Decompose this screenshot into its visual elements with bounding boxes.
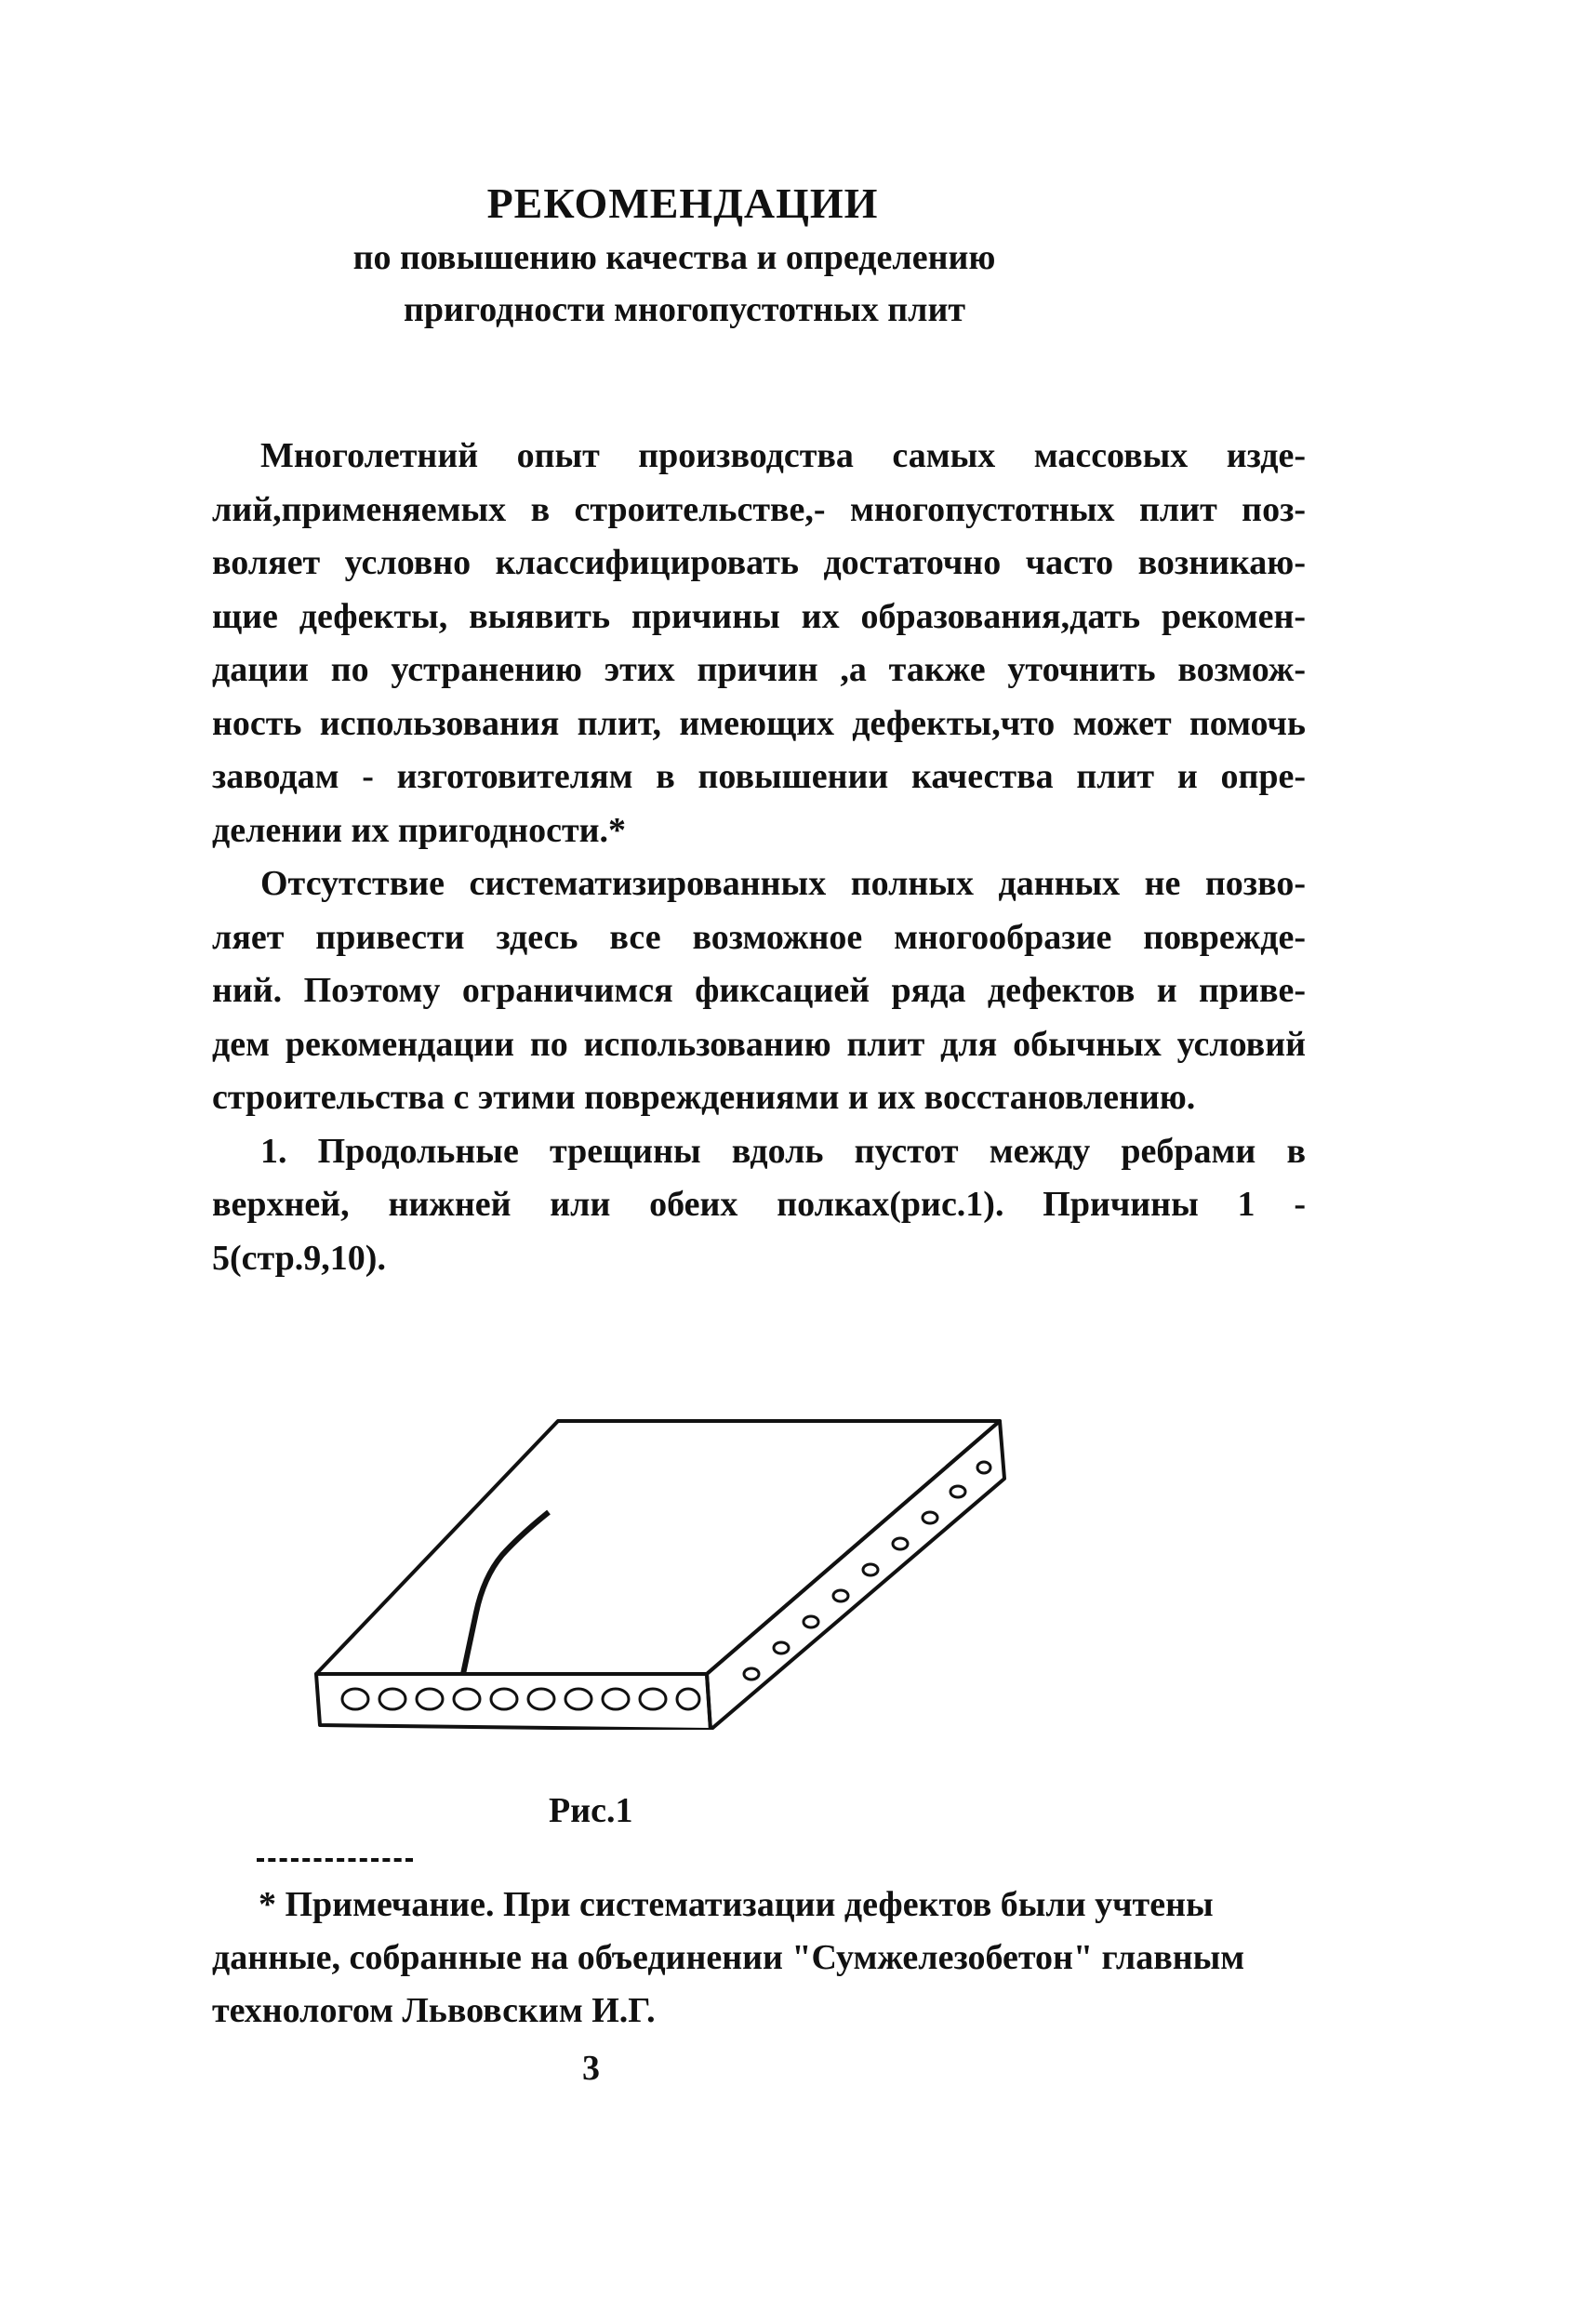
page-number: 3 xyxy=(582,2049,600,2088)
paragraph-1-line-3: воляет условно классифицировать достаточно часто возникаю- xyxy=(212,543,1306,582)
footnote xyxy=(212,1879,1306,2038)
footnote-line-2: данные, собранные на объединении "Сумжелезобетон" главным xyxy=(212,1938,1245,1977)
paragraph-3-line-3: 5(стр.9,10). xyxy=(212,1238,386,1278)
paragraph-1-line-5: дации по устранению этих причин ,а также уточнить возмож- xyxy=(212,650,1306,689)
slab-side-face xyxy=(707,1421,1004,1730)
paragraph-1-line-2: лий,применяемых в строительстве,- многопустотных плит поз- xyxy=(212,489,1306,529)
slab-front-face xyxy=(316,1674,711,1730)
paragraph-2-line-1: Отсутствие систематизированных полных данных не позво- xyxy=(260,864,1306,903)
footnote-line-1: * Примечание. При систематизации дефектов были учтены xyxy=(259,1885,1214,1924)
paragraph-2-line-2: ляет привести здесь все возможное многообразие поврежде- xyxy=(212,917,1306,957)
body-text xyxy=(212,430,1306,1285)
page-subtitle-line-2: пригодности многопустотных плит xyxy=(403,290,966,329)
footnote-separator xyxy=(257,1858,413,1862)
page-subtitle-line-1: по повышению качества и определению xyxy=(352,238,996,277)
paragraph-2-line-3: ний. Поэтому ограничимся фиксацией ряда дефектов и приве- xyxy=(212,971,1306,1010)
paragraph-1-line-7: заводам - изготовителям в повышении качества плит и опре- xyxy=(212,757,1306,796)
paragraph-3-line-1: 1. Продольные трещины вдоль пустот между ребрами в xyxy=(260,1131,1306,1171)
page-title: РЕКОМЕНДАЦИИ xyxy=(486,179,879,227)
hollow-core-slab-crack-icon xyxy=(307,1395,1051,1730)
title-block xyxy=(0,179,1348,330)
paragraph-1-line-6: ность использования плит, имеющих дефекты,что может помочь xyxy=(212,703,1306,743)
paragraph-3-line-2: верхней, нижней или обеих полках(рис.1). Причины 1 - xyxy=(212,1185,1306,1224)
paragraph-1-line-8: делении их пригодности.* xyxy=(212,810,627,850)
crack-line xyxy=(463,1512,549,1674)
paragraph-2-line-5: строительства с этими повреждениями и их восстановлению. xyxy=(212,1078,1196,1117)
paragraph-2-line-4: дем рекомендации по использованию плит для обычных условий xyxy=(212,1024,1306,1064)
figure-caption: Рис.1 xyxy=(549,1791,633,1830)
paragraph-1-line-4: щие дефекты, выявить причины их образования,дать рекомен- xyxy=(212,596,1306,636)
paragraph-1-line-1: Многолетний опыт производства самых массовых изде- xyxy=(260,436,1306,475)
footnote-line-3: технологом Львовским И.Г. xyxy=(212,1991,656,2030)
slab-figure xyxy=(307,1395,1051,1730)
